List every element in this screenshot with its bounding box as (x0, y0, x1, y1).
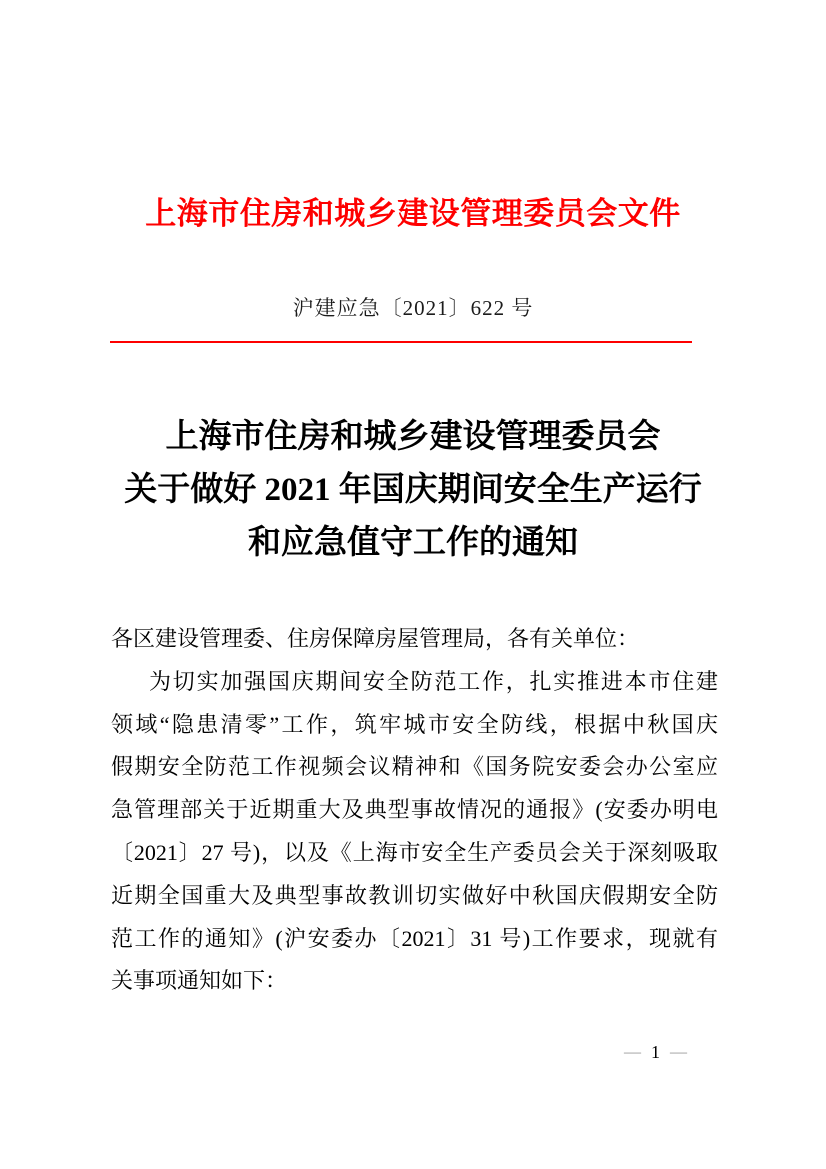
body-line: 急管理部关于近期重大及典型事故情况的通报》(安委办明电 (111, 797, 719, 823)
page-number-dash-left: — (624, 1042, 641, 1061)
document-title (0, 411, 826, 570)
title-line-3: 和应急值守工作的通知 (248, 525, 578, 561)
page-number: 1 (651, 1042, 660, 1062)
title-line-2: 关于做好 2021 年国庆期间安全生产运行 (124, 472, 702, 508)
title-line-1: 上海市住房和城乡建设管理委员会 (165, 419, 661, 455)
body-line: 假期安全防范工作视频会议精神和《国务院安委会办公室应 (111, 754, 718, 780)
document-body (111, 618, 718, 1003)
page-number-dash-right: — (670, 1042, 687, 1061)
red-divider-line (110, 341, 692, 343)
body-line: 关事项通知如下： (111, 968, 288, 994)
body-line: 〔2021〕27 号)，以及《上海市安全生产委员会关于深刻吸取 (111, 839, 718, 865)
salutation-line: 各区建设管理委、住房保障房屋管理局，各有关单位： (111, 626, 640, 651)
body-line: 为切实加强国庆期间安全防范工作，扎实推进本市住建 (149, 668, 718, 694)
body-line: 范工作的通知》(沪安委办〔2021〕31 号)工作要求，现就有 (111, 925, 718, 951)
page-footer (624, 1040, 687, 1064)
body-line: 领域“隐患清零”工作，筑牢城市安全防线，根据中秋国庆 (111, 711, 718, 737)
issuing-agency-header: 上海市住房和城乡建设管理委员会文件 (145, 196, 681, 231)
body-line: 近期全国重大及典型事故教训切实做好中秋国庆假期安全防 (111, 882, 718, 908)
document-number: 沪建应急〔2021〕622 号 (292, 296, 534, 320)
